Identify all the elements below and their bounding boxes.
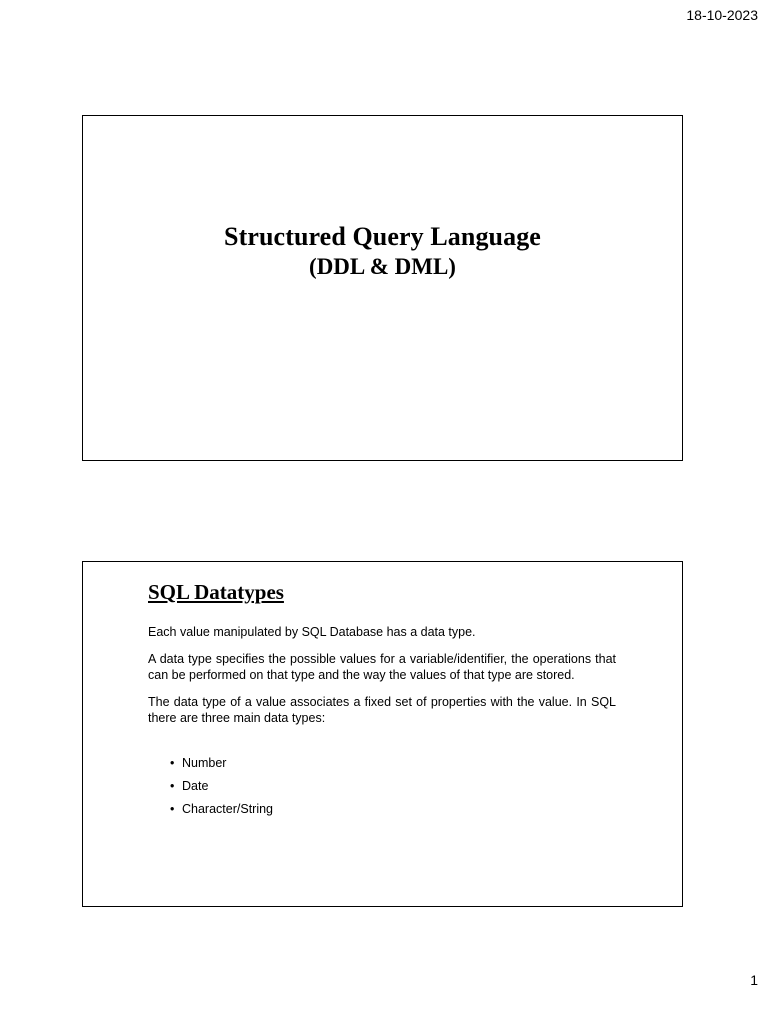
slide-title: Structured Query Language — [224, 222, 541, 251]
list-item-label: Number — [182, 756, 227, 770]
paragraph-intro: Each value manipulated by SQL Database has a data type. — [148, 625, 476, 639]
slide-subtitle: (DDL & DML) — [309, 254, 456, 279]
datatypes-slide — [82, 561, 683, 907]
list-item — [170, 755, 616, 771]
datatype-list — [148, 755, 616, 817]
list-item-label: Date — [182, 779, 209, 793]
slide-content — [148, 578, 616, 824]
list-item — [170, 778, 616, 794]
page-number: 1 — [750, 972, 758, 988]
bullet-icon: • — [170, 779, 175, 793]
bullet-icon: • — [170, 802, 175, 816]
slide-heading: SQL Datatypes — [148, 580, 284, 604]
paragraph-definition: A data type specifies the possible values for a variable/identifier, the operations that can be performed on that type and the way the values of that type are stored. — [148, 652, 616, 682]
title-block — [83, 222, 682, 281]
document-date: 18-10-2023 — [686, 7, 758, 23]
list-item — [170, 801, 616, 817]
list-item-label: Character/String — [182, 802, 274, 816]
title-slide — [82, 115, 683, 461]
paragraph-types: The data type of a value associates a fixed set of properties with the value. In SQL there are three main data types: — [148, 695, 616, 725]
bullet-icon: • — [170, 756, 175, 770]
